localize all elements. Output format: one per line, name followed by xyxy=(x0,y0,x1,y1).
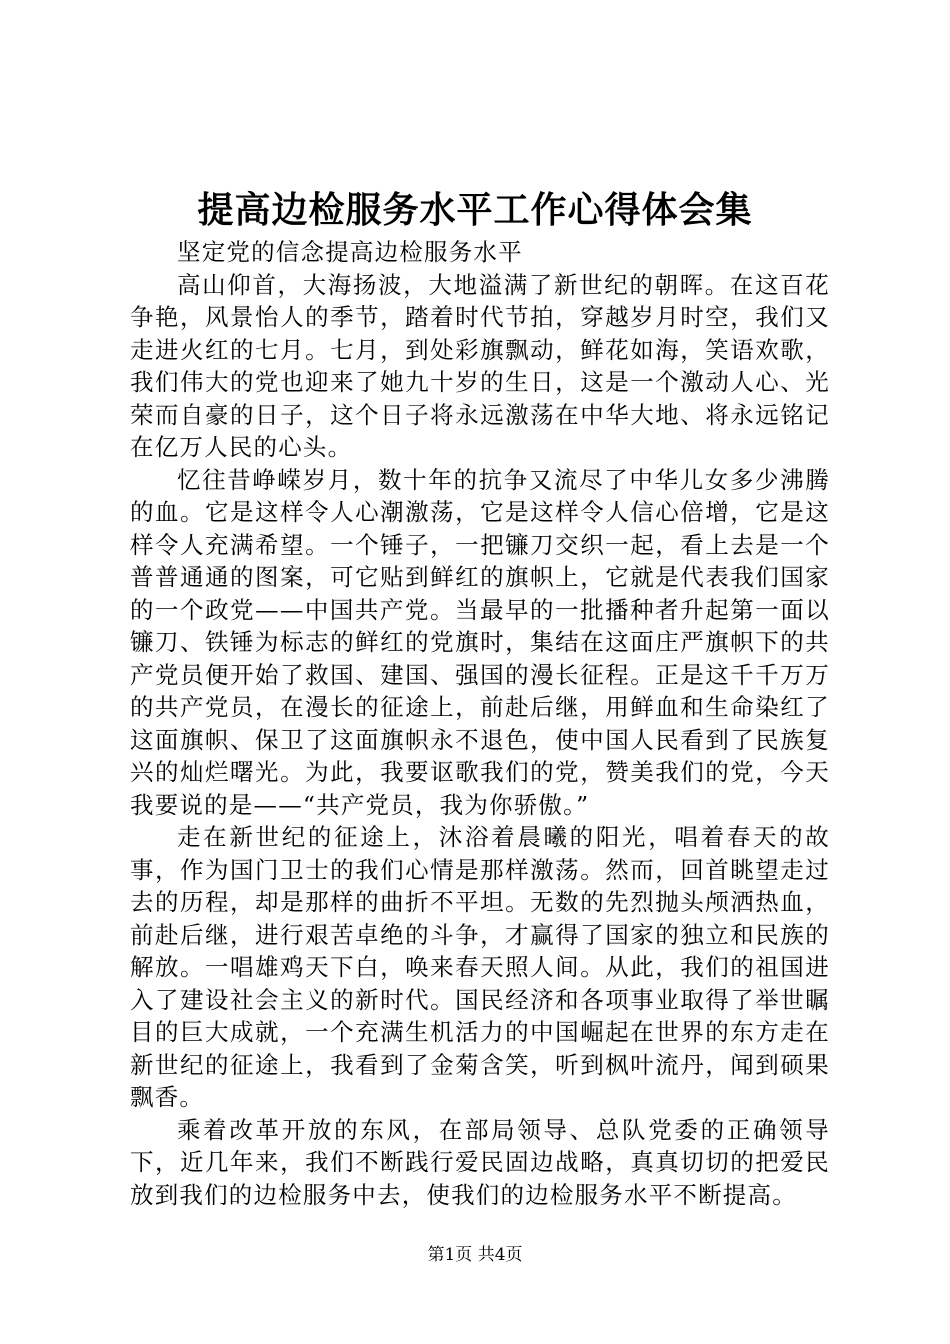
page-number-footer: 第1页 共4页 xyxy=(427,1245,523,1265)
paragraph: 高山仰首，大海扬波，大地溢满了新世纪的朝晖。在这百花争艳，风景怡人的季节，踏着时代节拍，穿越岁月时空，我们又走进火红的七月。七月，到处彩旗飘动，鲜花如海，笑语欢歌，我们伟大的党也迎来了她九十岁的生日，这是一个激动人心、光荣而自豪的日子，这个日子将永远激荡在中华大地、将永远铭记在亿万人民的心头。 xyxy=(130,270,830,461)
paragraph: 走在新世纪的征途上，沐浴着晨曦的阳光，唱着春天的故事，作为国门卫士的我们心情是那样激荡。然而，回首眺望走过去的历程，却是那样的曲折不平坦。无数的先烈抛头颅洒热血，前赴后继，进行艰苦卓绝的斗争，才赢得了国家的独立和民族的解放。一唱雄鸡天下白，唤来春天照人间。从此，我们的祖国进入了建设社会主义的新时代。国民经济和各项事业取得了举世瞩目的巨大成就，一个充满生机活力的中国崛起在世界的东方走在新世纪的征途上，我看到了金菊含笑，听到枫叶流丹，闻到硕果飘香。 xyxy=(130,823,830,1111)
paragraph-subtitle: 坚定党的信念提高边检服务水平 xyxy=(177,238,523,266)
document-body xyxy=(130,236,830,1211)
paragraph: 乘着改革开放的东风，在部局领导、总队党委的正确领导下，近几年来，我们不断践行爱民固边战略，真真切切的把爱民放到我们的边检服务中去，使我们的边检服务水平不断提高。 xyxy=(130,1115,830,1209)
paragraph: 忆往昔峥嵘岁月，数十年的抗争又流尽了中华儿女多少沸腾的血。它是这样令人心潮激荡，它是这样令人信心倍增，它是这样令人充满希望。一个锤子，一把镰刀交织一起，看上去是一个普普通通的图案，可它贴到鲜红的旗帜上，它就是代表我们国家的一个政党——中国共产党。当最早的一批播种者升起第一面以镰刀、铁锤为标志的鲜红的党旗时，集结在这面庄严旗帜下的共产党员便开始了救国、建国、强国的漫长征程。正是这千千万万的共产党员，在漫长的征途上，前赴后继，用鲜血和生命染红了这面旗帜、保卫了这面旗帜永不退色，使中国人民看到了民族复兴的灿烂曙光。为此，我要讴歌我们的党，赞美我们的党，今天我要说的是——“共产党员，我为你骄傲。” xyxy=(130,465,830,819)
document-title: 提高边检服务水平工作心得体会集 xyxy=(197,189,753,231)
